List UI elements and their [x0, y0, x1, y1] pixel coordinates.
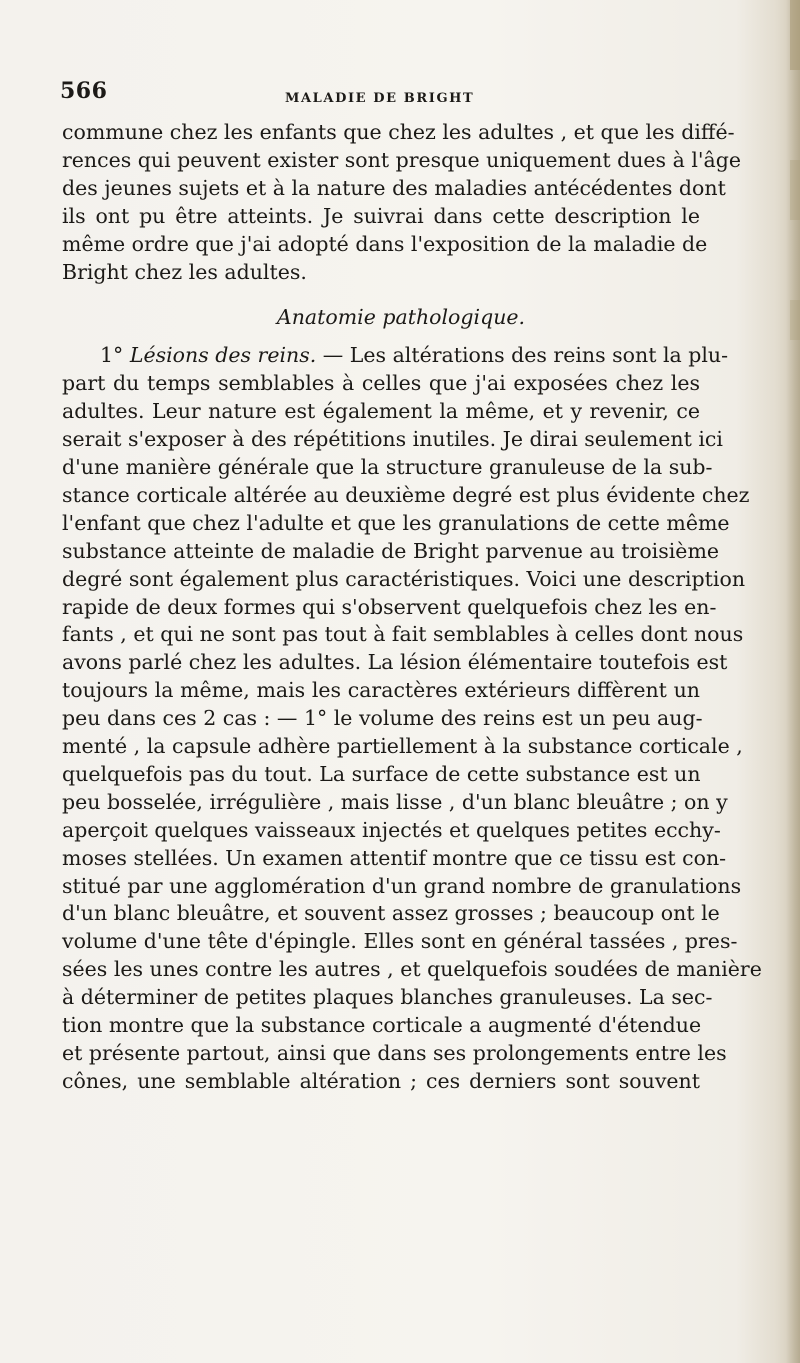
text-line: serait s'exposer à des répétitions inutiles. Je dirai seulement ici	[62, 427, 723, 452]
item-number: 1°	[100, 343, 124, 368]
text-line: Bright chez les adultes.	[62, 259, 307, 284]
text-line: et présente partout, ainsi que dans ses prolongements entre les	[62, 1041, 727, 1065]
text-line: fants , et qui ne sont pas tout à fait semblables à celles dont nous	[62, 622, 744, 647]
text-line: part du temps semblables à celles que j'ai exposées chez les	[62, 371, 700, 396]
text-line: stance corticale altérée au deuxième degré est plus évidente chez	[62, 482, 750, 507]
text-line: aperçoit quelques vaisseaux injectés et quelques petites ecchy-	[62, 817, 721, 842]
text-line: même ordre que j'ai adopté dans l'exposition de la maladie de	[62, 231, 708, 256]
text-line: tion montre que la substance corticale a augmenté d'étendue	[62, 1013, 702, 1038]
text-line: toujours la même, mais les caractères extérieurs diffèrent un	[62, 678, 700, 703]
text-line: peu dans ces 2 cas : — 1° le volume des reins est un peu aug-	[62, 706, 703, 731]
text-line: moses stellées. Un examen attentif montre que ce tissu est con-	[62, 845, 727, 870]
text-line: commune chez les enfants que chez les adultes , et que les diffé-	[62, 120, 735, 144]
text-line: rences qui peuvent exister sont presque uniquement dues à l'âge	[62, 147, 741, 172]
text-line: volume d'une tête d'épingle. Elles sont en général tassées , pres-	[62, 929, 738, 954]
text-line: rapide de deux formes qui s'observent quelquefois chez les en-	[62, 594, 717, 619]
paragraph-first-line	[62, 342, 729, 370]
text-line: sées les unes contre les autres , et quelquefois soudées de manière	[62, 957, 762, 982]
first-line-text: — Les altérations des reins sont la plu-	[316, 343, 729, 368]
page-edge-shadow	[786, 0, 800, 1363]
text-line: des jeunes sujets et à la nature des maladies antécédentes dont	[62, 175, 726, 200]
intro-paragraph	[62, 119, 741, 286]
text-line: avons parlé chez les adultes. La lésion élémentaire toutefois est	[62, 650, 728, 675]
section-heading: Anatomie pathologique.	[276, 305, 526, 330]
subheading: Lésions des reins.	[129, 343, 317, 368]
text-line: d'un blanc bleuâtre, et souvent assez grosses ; beaucoup ont le	[62, 901, 720, 926]
text-line: degré sont également plus caractéristiques. Voici une description	[62, 566, 746, 591]
body-text	[62, 119, 762, 1096]
running-title: MALADIE DE BRIGHT	[285, 91, 475, 106]
text-line: ils ont pu être atteints. Je suivrai dans cette description le	[62, 203, 700, 228]
text-line: adultes. Leur nature est également la même, et y revenir, ce	[62, 399, 700, 424]
text-line: menté , la capsule adhère partiellement à la substance corticale ,	[62, 734, 743, 759]
text-line: d'une manière générale que la structure granuleuse de la sub-	[62, 454, 713, 479]
text-line: quelquefois pas du tout. La surface de cette substance est un	[62, 761, 701, 786]
text-line: l'enfant que chez l'adulte et que les granulations de cette même	[62, 510, 730, 535]
page-header	[60, 78, 716, 112]
text-line: stitué par une agglomération d'un grand nombre de granulations	[62, 873, 742, 898]
text-line: peu bosselée, irrégulière , mais lisse , d'un blanc bleuâtre ; on y	[62, 789, 728, 814]
text-line: substance atteinte de maladie de Bright parvenue au troisième	[62, 538, 720, 563]
text-line: cônes, une semblable altération ; ces derniers sont souvent	[62, 1068, 700, 1093]
lesions-paragraph	[62, 342, 762, 1095]
text-line: à déterminer de petites plaques blanches granuleuses. La sec-	[62, 985, 713, 1010]
page-number: 566	[60, 78, 108, 104]
